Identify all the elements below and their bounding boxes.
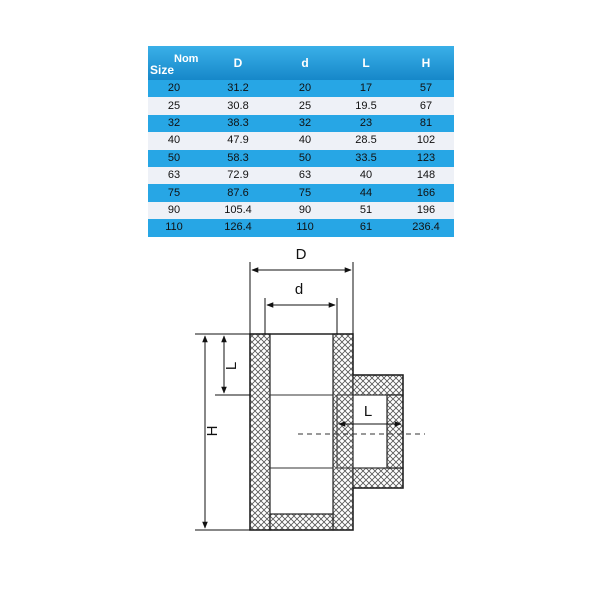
table-cell: 61 [334, 219, 398, 236]
label-H: H [204, 425, 221, 437]
table-cell: 17 [334, 80, 398, 97]
table-cell: 102 [398, 132, 454, 149]
right-wall [333, 334, 353, 530]
tee-body [250, 334, 403, 530]
table-cell: 105.4 [200, 202, 276, 219]
table-cell: 110 [148, 219, 200, 236]
tee-outline [250, 334, 403, 530]
branch-bottom-wall [353, 468, 403, 488]
table-cell: 31.2 [200, 80, 276, 97]
label-D: D [295, 246, 307, 263]
label-L-branch: L [363, 403, 373, 420]
table-cell: 30.8 [200, 97, 276, 114]
size-label: Size [150, 63, 175, 77]
table-cell: 126.4 [200, 219, 276, 236]
left-wall [250, 334, 270, 530]
table-cell: 57 [398, 80, 454, 97]
column-header-D: D [200, 46, 276, 80]
table-cell: 33.5 [334, 150, 398, 167]
table-cell: 87.6 [200, 184, 276, 201]
table-cell: 50 [276, 150, 334, 167]
table-cell: 90 [148, 202, 200, 219]
table-cell: 123 [398, 150, 454, 167]
table-cell: 40 [334, 167, 398, 184]
table-cell: 25 [148, 97, 200, 114]
label-L-top: L [223, 361, 240, 371]
table-cell: 90 [276, 202, 334, 219]
table-cell: 40 [276, 132, 334, 149]
table-cell: 25 [276, 97, 334, 114]
bottom-wall [270, 514, 333, 530]
table-cell: 51 [334, 202, 398, 219]
table-cell: 50 [148, 150, 200, 167]
table-cell: 166 [398, 184, 454, 201]
table-cell: 67 [398, 97, 454, 114]
table-cell: 20 [148, 80, 200, 97]
table-cell: 44 [334, 184, 398, 201]
table-cell: 75 [276, 184, 334, 201]
branch-top-wall [353, 375, 403, 395]
column-header-L: L [334, 46, 398, 80]
label-d: d [294, 281, 304, 298]
dimension-d [265, 281, 337, 334]
dimension-L-top [215, 336, 250, 395]
table-cell: 38.3 [200, 115, 276, 132]
table-cell: 28.5 [334, 132, 398, 149]
table-cell: 196 [398, 202, 454, 219]
table-cell: 63 [276, 167, 334, 184]
table-cell: 236.4 [398, 219, 454, 236]
table-cell: 58.3 [200, 150, 276, 167]
column-header-d: d [276, 46, 334, 80]
column-header-H: H [398, 46, 454, 80]
table-cell: 63 [148, 167, 200, 184]
table-cell: 19.5 [334, 97, 398, 114]
table-cell: 40 [148, 132, 200, 149]
table-cell: 47.9 [200, 132, 276, 149]
table-cell: 23 [334, 115, 398, 132]
table-cell: 32 [276, 115, 334, 132]
table-cell: 81 [398, 115, 454, 132]
branch-end-wall [387, 395, 403, 468]
table-cell: 72.9 [200, 167, 276, 184]
table-cell: 20 [276, 80, 334, 97]
table-cell: 110 [276, 219, 334, 236]
nom-label: Nom [174, 53, 199, 65]
table-cell: 148 [398, 167, 454, 184]
table-cell: 32 [148, 115, 200, 132]
table-cell: 75 [148, 184, 200, 201]
